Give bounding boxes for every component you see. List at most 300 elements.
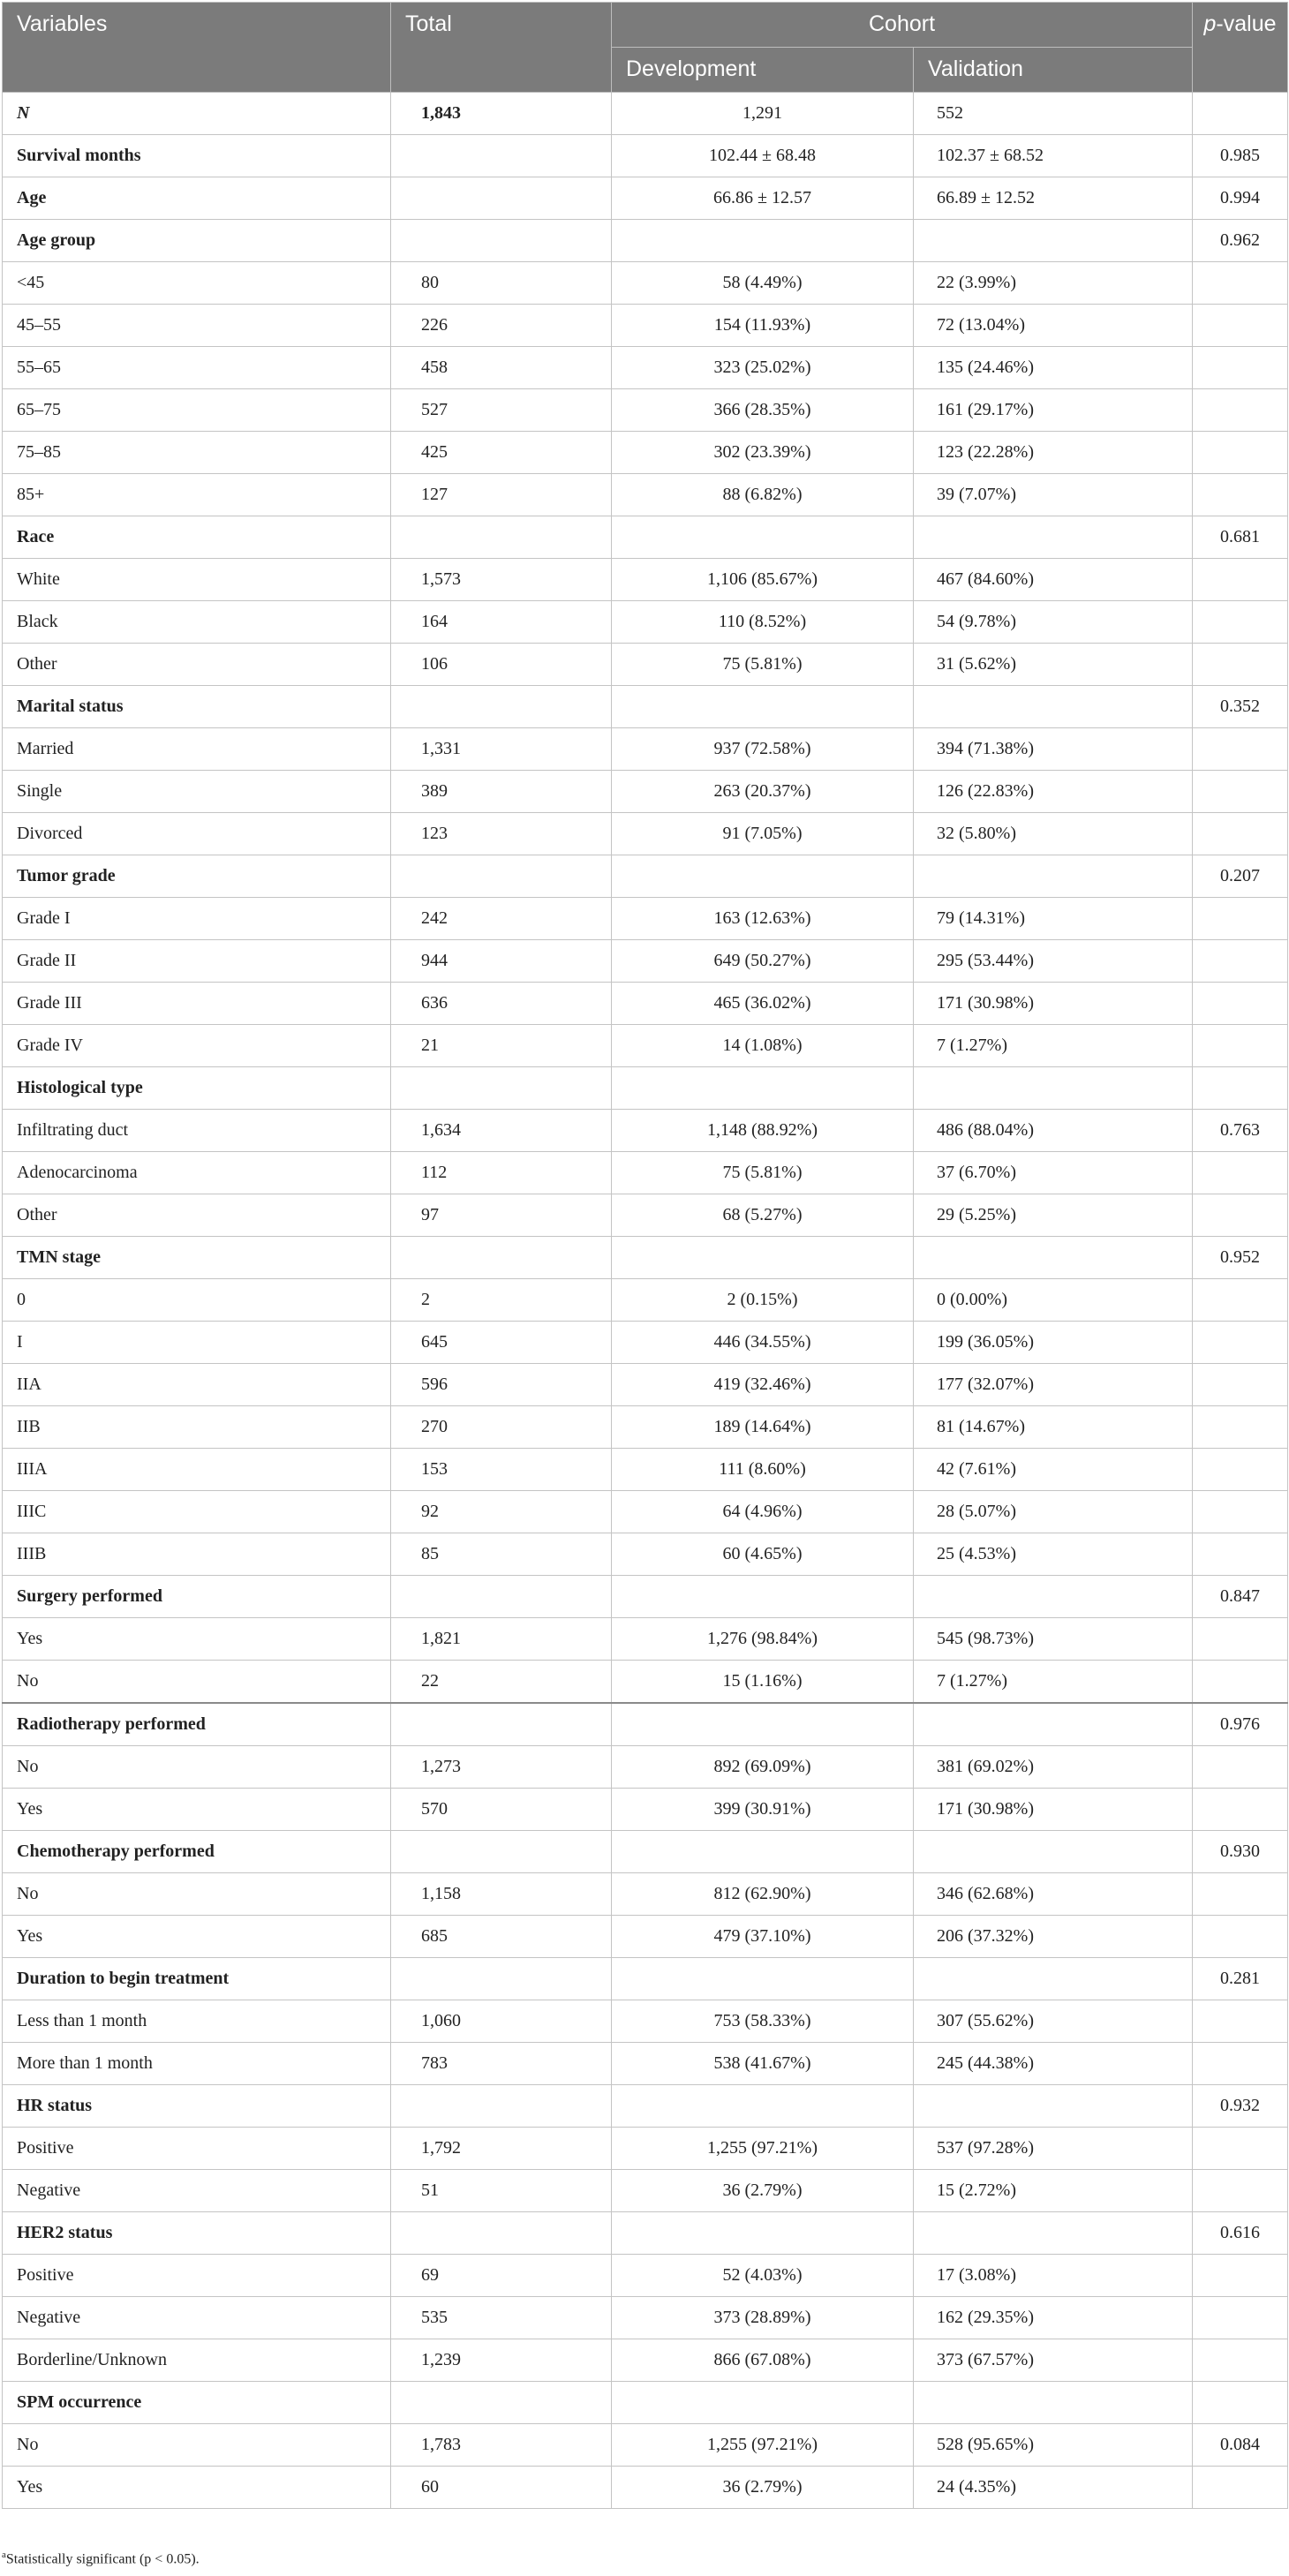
total-cell: 106	[391, 644, 612, 686]
p-value-cell: 0.681	[1193, 516, 1288, 559]
validation-cell: 171 (30.98%)	[914, 1789, 1193, 1831]
development-cell: 263 (20.37%)	[612, 771, 914, 813]
p-value-cell	[1193, 1194, 1288, 1237]
validation-cell	[914, 2085, 1193, 2128]
validation-cell: 72 (13.04%)	[914, 305, 1193, 347]
total-cell: 944	[391, 940, 612, 983]
development-cell: 75 (5.81%)	[612, 1152, 914, 1194]
total-cell: 636	[391, 983, 612, 1025]
total-cell: 60	[391, 2467, 612, 2509]
section-row	[3, 2085, 1288, 2128]
development-cell: 419 (32.46%)	[612, 1364, 914, 1406]
total-cell	[391, 1237, 612, 1279]
validation-cell: 537 (97.28%)	[914, 2128, 1193, 2170]
p-value-cell: 0.985	[1193, 135, 1288, 177]
section-row	[3, 855, 1288, 898]
p-value-cell	[1193, 1449, 1288, 1491]
table-row	[3, 1916, 1288, 1958]
validation-cell: 171 (30.98%)	[914, 983, 1193, 1025]
p-value-cell	[1193, 432, 1288, 474]
development-cell: 366 (28.35%)	[612, 389, 914, 432]
variable-cell: Radiotherapy performed	[3, 1703, 391, 1746]
total-cell: 1,273	[391, 1746, 612, 1789]
variable-cell: Negative	[3, 2297, 391, 2339]
variable-cell: IIIC	[3, 1491, 391, 1533]
p-value-cell	[1193, 728, 1288, 771]
validation-cell: 15 (2.72%)	[914, 2170, 1193, 2212]
section-row	[3, 220, 1288, 262]
table-row	[3, 347, 1288, 389]
p-value-cell: 0.930	[1193, 1831, 1288, 1873]
development-cell: 373 (28.89%)	[612, 2297, 914, 2339]
header-development: Development	[612, 48, 914, 93]
validation-cell: 102.37 ± 68.52	[914, 135, 1193, 177]
validation-cell	[914, 1703, 1193, 1746]
development-cell: 91 (7.05%)	[612, 813, 914, 855]
p-value-cell	[1193, 389, 1288, 432]
section-row	[3, 2212, 1288, 2255]
table-row	[3, 898, 1288, 940]
table-row	[3, 2170, 1288, 2212]
total-cell: 22	[391, 1661, 612, 1704]
validation-cell: 135 (24.46%)	[914, 347, 1193, 389]
validation-cell: 17 (3.08%)	[914, 2255, 1193, 2297]
validation-cell: 54 (9.78%)	[914, 601, 1193, 644]
p-value-cell: 0.763	[1193, 1110, 1288, 1152]
table-row	[3, 644, 1288, 686]
development-cell	[612, 1067, 914, 1110]
total-cell: 2	[391, 1279, 612, 1322]
total-cell	[391, 135, 612, 177]
p-value-cell	[1193, 771, 1288, 813]
development-cell: 465 (36.02%)	[612, 983, 914, 1025]
development-cell	[612, 516, 914, 559]
p-value-cell: 0.994	[1193, 177, 1288, 220]
header-p-value	[1193, 3, 1288, 93]
variable-cell: Divorced	[3, 813, 391, 855]
p-value-cell	[1193, 1873, 1288, 1916]
variable-cell: Other	[3, 1194, 391, 1237]
validation-cell	[914, 1831, 1193, 1873]
variable-cell: Other	[3, 644, 391, 686]
total-cell: 783	[391, 2043, 612, 2085]
p-value-cell: 0.847	[1193, 1576, 1288, 1618]
variable-cell: Chemotherapy performed	[3, 1831, 391, 1873]
development-cell	[612, 2382, 914, 2424]
development-cell: 1,255 (97.21%)	[612, 2424, 914, 2467]
development-cell: 1,106 (85.67%)	[612, 559, 914, 601]
variable-cell: 75–85	[3, 432, 391, 474]
footnote-text: Statistically significant (p < 0.05).	[5, 2551, 200, 2567]
validation-cell: 7 (1.27%)	[914, 1025, 1193, 1067]
validation-cell: 123 (22.28%)	[914, 432, 1193, 474]
p-value-cell	[1193, 559, 1288, 601]
section-row	[3, 516, 1288, 559]
validation-cell: 177 (32.07%)	[914, 1364, 1193, 1406]
variable-cell: Grade III	[3, 983, 391, 1025]
p-value-cell	[1193, 1364, 1288, 1406]
p-value-cell	[1193, 474, 1288, 516]
total-cell: 1,158	[391, 1873, 612, 1916]
table-row	[3, 2339, 1288, 2382]
total-cell: 1,792	[391, 2128, 612, 2170]
section-row	[3, 1703, 1288, 1746]
variable-cell: Duration to begin treatment	[3, 1958, 391, 2000]
development-cell: 52 (4.03%)	[612, 2255, 914, 2297]
total-cell: 270	[391, 1406, 612, 1449]
variable-cell: White	[3, 559, 391, 601]
table-row	[3, 262, 1288, 305]
table-row	[3, 1364, 1288, 1406]
validation-cell	[914, 1067, 1193, 1110]
table-row	[3, 1873, 1288, 1916]
variable-cell: IIA	[3, 1364, 391, 1406]
validation-cell: 161 (29.17%)	[914, 389, 1193, 432]
validation-cell: 295 (53.44%)	[914, 940, 1193, 983]
development-cell: 892 (69.09%)	[612, 1746, 914, 1789]
variable-cell: SPM occurrence	[3, 2382, 391, 2424]
p-value-cell	[1193, 2467, 1288, 2509]
cohort-characteristics-table	[2, 2, 1288, 2509]
p-value-cell	[1193, 1746, 1288, 1789]
table-row	[3, 601, 1288, 644]
total-cell: 242	[391, 898, 612, 940]
total-cell: 226	[391, 305, 612, 347]
variable-cell: Positive	[3, 2255, 391, 2297]
validation-cell: 467 (84.60%)	[914, 559, 1193, 601]
variable-cell: Grade II	[3, 940, 391, 983]
p-value-cell	[1193, 1916, 1288, 1958]
development-cell	[612, 1958, 914, 2000]
p-value-cell	[1193, 1406, 1288, 1449]
table-row	[3, 1025, 1288, 1067]
total-cell: 97	[391, 1194, 612, 1237]
validation-cell: 545 (98.73%)	[914, 1618, 1193, 1661]
validation-cell: 346 (62.68%)	[914, 1873, 1193, 1916]
total-cell: 425	[391, 432, 612, 474]
validation-cell: 42 (7.61%)	[914, 1449, 1193, 1491]
development-cell: 649 (50.27%)	[612, 940, 914, 983]
section-row	[3, 2382, 1288, 2424]
table-row	[3, 1322, 1288, 1364]
variable-cell: IIIB	[3, 1533, 391, 1576]
validation-cell: 307 (55.62%)	[914, 2000, 1193, 2043]
validation-cell: 126 (22.83%)	[914, 771, 1193, 813]
total-cell	[391, 177, 612, 220]
p-value-cell	[1193, 2170, 1288, 2212]
variable-cell: Race	[3, 516, 391, 559]
variable-cell: HER2 status	[3, 2212, 391, 2255]
development-cell: 2 (0.15%)	[612, 1279, 914, 1322]
total-cell: 1,239	[391, 2339, 612, 2382]
total-cell	[391, 1067, 612, 1110]
header-p-suffix: -value	[1216, 11, 1277, 36]
total-cell: 153	[391, 1449, 612, 1491]
validation-cell: 79 (14.31%)	[914, 898, 1193, 940]
validation-cell: 394 (71.38%)	[914, 728, 1193, 771]
variable-cell: I	[3, 1322, 391, 1364]
validation-cell	[914, 855, 1193, 898]
table-row	[3, 1194, 1288, 1237]
table-row	[3, 1618, 1288, 1661]
validation-cell: 31 (5.62%)	[914, 644, 1193, 686]
variable-cell: No	[3, 1746, 391, 1789]
validation-cell: 22 (3.99%)	[914, 262, 1193, 305]
variable-cell: Marital status	[3, 686, 391, 728]
validation-cell: 0 (0.00%)	[914, 1279, 1193, 1322]
table-row	[3, 474, 1288, 516]
development-cell: 753 (58.33%)	[612, 2000, 914, 2043]
section-row	[3, 93, 1288, 135]
variable-cell: IIIA	[3, 1449, 391, 1491]
table-row	[3, 2424, 1288, 2467]
p-value-cell	[1193, 601, 1288, 644]
variable-cell: TMN stage	[3, 1237, 391, 1279]
table-row	[3, 389, 1288, 432]
total-cell: 164	[391, 601, 612, 644]
p-value-cell	[1193, 898, 1288, 940]
p-value-cell	[1193, 983, 1288, 1025]
total-cell	[391, 2212, 612, 2255]
total-cell: 123	[391, 813, 612, 855]
p-value-cell: 0.932	[1193, 2085, 1288, 2128]
validation-cell: 199 (36.05%)	[914, 1322, 1193, 1364]
total-cell: 51	[391, 2170, 612, 2212]
footnote	[2, 2550, 200, 2567]
p-value-cell	[1193, 1491, 1288, 1533]
development-cell: 102.44 ± 68.48	[612, 135, 914, 177]
variable-cell: 65–75	[3, 389, 391, 432]
header-total: Total	[391, 3, 612, 93]
development-cell	[612, 1576, 914, 1618]
total-cell	[391, 855, 612, 898]
table-body	[3, 93, 1288, 2509]
development-cell: 937 (72.58%)	[612, 728, 914, 771]
total-cell	[391, 516, 612, 559]
development-cell: 479 (37.10%)	[612, 1916, 914, 1958]
total-cell: 1,573	[391, 559, 612, 601]
development-cell	[612, 220, 914, 262]
table-row	[3, 1449, 1288, 1491]
variable-cell: Less than 1 month	[3, 2000, 391, 2043]
validation-cell: 29 (5.25%)	[914, 1194, 1193, 1237]
table-row	[3, 2043, 1288, 2085]
p-value-cell: 0.976	[1193, 1703, 1288, 1746]
variable-cell: Surgery performed	[3, 1576, 391, 1618]
p-value-cell	[1193, 1067, 1288, 1110]
p-value-cell	[1193, 2339, 1288, 2382]
development-cell	[612, 1237, 914, 1279]
total-cell	[391, 686, 612, 728]
development-cell: 68 (5.27%)	[612, 1194, 914, 1237]
validation-cell: 7 (1.27%)	[914, 1661, 1193, 1704]
section-row	[3, 1958, 1288, 2000]
development-cell	[612, 2085, 914, 2128]
section-row	[3, 177, 1288, 220]
development-cell: 14 (1.08%)	[612, 1025, 914, 1067]
development-cell: 36 (2.79%)	[612, 2170, 914, 2212]
variable-cell: Black	[3, 601, 391, 644]
validation-cell	[914, 2212, 1193, 2255]
p-value-cell	[1193, 2297, 1288, 2339]
table-row	[3, 1789, 1288, 1831]
p-value-cell	[1193, 1025, 1288, 1067]
table-row	[3, 559, 1288, 601]
p-value-cell	[1193, 1152, 1288, 1194]
p-value-cell: 0.281	[1193, 1958, 1288, 2000]
total-cell	[391, 1576, 612, 1618]
p-value-cell	[1193, 305, 1288, 347]
variable-cell: Age	[3, 177, 391, 220]
development-cell: 88 (6.82%)	[612, 474, 914, 516]
development-cell: 1,276 (98.84%)	[612, 1618, 914, 1661]
p-value-cell	[1193, 1618, 1288, 1661]
p-value-cell	[1193, 347, 1288, 389]
development-cell: 1,291	[612, 93, 914, 135]
table-row	[3, 813, 1288, 855]
validation-cell	[914, 2382, 1193, 2424]
validation-cell: 81 (14.67%)	[914, 1406, 1193, 1449]
validation-cell: 25 (4.53%)	[914, 1533, 1193, 1576]
development-cell: 154 (11.93%)	[612, 305, 914, 347]
variable-cell: Married	[3, 728, 391, 771]
table-row	[3, 940, 1288, 983]
total-cell	[391, 220, 612, 262]
table-row	[3, 728, 1288, 771]
development-cell: 1,148 (88.92%)	[612, 1110, 914, 1152]
header-validation: Validation	[914, 48, 1193, 93]
section-row	[3, 1576, 1288, 1618]
variable-cell: No	[3, 1873, 391, 1916]
table-row	[3, 432, 1288, 474]
p-value-cell	[1193, 2000, 1288, 2043]
variable-cell: Single	[3, 771, 391, 813]
validation-cell: 162 (29.35%)	[914, 2297, 1193, 2339]
variable-cell: Adenocarcinoma	[3, 1152, 391, 1194]
total-cell	[391, 2085, 612, 2128]
variable-cell: N	[3, 93, 391, 135]
section-row	[3, 1067, 1288, 1110]
p-value-cell	[1193, 2382, 1288, 2424]
validation-cell: 32 (5.80%)	[914, 813, 1193, 855]
total-cell: 685	[391, 1916, 612, 1958]
variable-cell: More than 1 month	[3, 2043, 391, 2085]
total-cell: 1,821	[391, 1618, 612, 1661]
development-cell: 399 (30.91%)	[612, 1789, 914, 1831]
total-cell: 596	[391, 1364, 612, 1406]
p-value-cell	[1193, 2255, 1288, 2297]
header-variables: Variables	[3, 3, 391, 93]
validation-cell	[914, 1576, 1193, 1618]
p-value-cell: 0.352	[1193, 686, 1288, 728]
development-cell: 66.86 ± 12.57	[612, 177, 914, 220]
section-row	[3, 1237, 1288, 1279]
variable-cell: 45–55	[3, 305, 391, 347]
development-cell: 538 (41.67%)	[612, 2043, 914, 2085]
table-row	[3, 1491, 1288, 1533]
validation-cell: 373 (67.57%)	[914, 2339, 1193, 2382]
variable-cell: Borderline/Unknown	[3, 2339, 391, 2382]
validation-cell: 486 (88.04%)	[914, 1110, 1193, 1152]
validation-cell	[914, 1958, 1193, 2000]
p-value-cell: 0.616	[1193, 2212, 1288, 2255]
validation-cell: 206 (37.32%)	[914, 1916, 1193, 1958]
total-cell	[391, 1703, 612, 1746]
total-cell: 458	[391, 347, 612, 389]
table-row	[3, 2297, 1288, 2339]
table-row	[3, 2255, 1288, 2297]
total-cell: 112	[391, 1152, 612, 1194]
variable-cell: Tumor grade	[3, 855, 391, 898]
validation-cell: 552	[914, 93, 1193, 135]
variable-cell: HR status	[3, 2085, 391, 2128]
validation-cell: 381 (69.02%)	[914, 1746, 1193, 1789]
p-value-cell: 0.084	[1193, 2424, 1288, 2467]
development-cell: 866 (67.08%)	[612, 2339, 914, 2382]
p-value-cell: 0.962	[1193, 220, 1288, 262]
total-cell: 85	[391, 1533, 612, 1576]
p-value-cell	[1193, 2128, 1288, 2170]
development-cell: 111 (8.60%)	[612, 1449, 914, 1491]
table-container	[2, 2, 1287, 2509]
variable-cell: Yes	[3, 1789, 391, 1831]
section-row	[3, 1831, 1288, 1873]
validation-cell	[914, 516, 1193, 559]
development-cell: 1,255 (97.21%)	[612, 2128, 914, 2170]
table-header	[3, 3, 1288, 93]
p-value-cell	[1193, 1533, 1288, 1576]
variable-cell: No	[3, 1661, 391, 1704]
development-cell: 812 (62.90%)	[612, 1873, 914, 1916]
validation-cell: 66.89 ± 12.52	[914, 177, 1193, 220]
variable-cell: Grade I	[3, 898, 391, 940]
validation-cell	[914, 220, 1193, 262]
total-cell: 527	[391, 389, 612, 432]
total-cell: 389	[391, 771, 612, 813]
p-value-cell: 0.207	[1193, 855, 1288, 898]
table-row	[3, 305, 1288, 347]
footnote-marker: a	[2, 2550, 6, 2560]
p-value-cell	[1193, 1789, 1288, 1831]
total-cell: 80	[391, 262, 612, 305]
development-cell	[612, 686, 914, 728]
total-cell	[391, 1958, 612, 2000]
p-value-cell	[1193, 1661, 1288, 1704]
validation-cell: 37 (6.70%)	[914, 1152, 1193, 1194]
variable-cell: Negative	[3, 2170, 391, 2212]
total-cell	[391, 2382, 612, 2424]
p-value-cell	[1193, 93, 1288, 135]
table-row	[3, 771, 1288, 813]
total-cell: 1,060	[391, 2000, 612, 2043]
section-row	[3, 686, 1288, 728]
table-row	[3, 983, 1288, 1025]
development-cell: 58 (4.49%)	[612, 262, 914, 305]
total-cell	[391, 1831, 612, 1873]
development-cell: 36 (2.79%)	[612, 2467, 914, 2509]
table-row	[3, 1661, 1288, 1704]
development-cell: 446 (34.55%)	[612, 1322, 914, 1364]
development-cell	[612, 2212, 914, 2255]
validation-cell	[914, 686, 1193, 728]
validation-cell: 24 (4.35%)	[914, 2467, 1193, 2509]
table-row	[3, 1152, 1288, 1194]
total-cell: 1,843	[391, 93, 612, 135]
development-cell: 60 (4.65%)	[612, 1533, 914, 1576]
development-cell	[612, 1703, 914, 1746]
total-cell: 21	[391, 1025, 612, 1067]
validation-cell: 245 (44.38%)	[914, 2043, 1193, 2085]
